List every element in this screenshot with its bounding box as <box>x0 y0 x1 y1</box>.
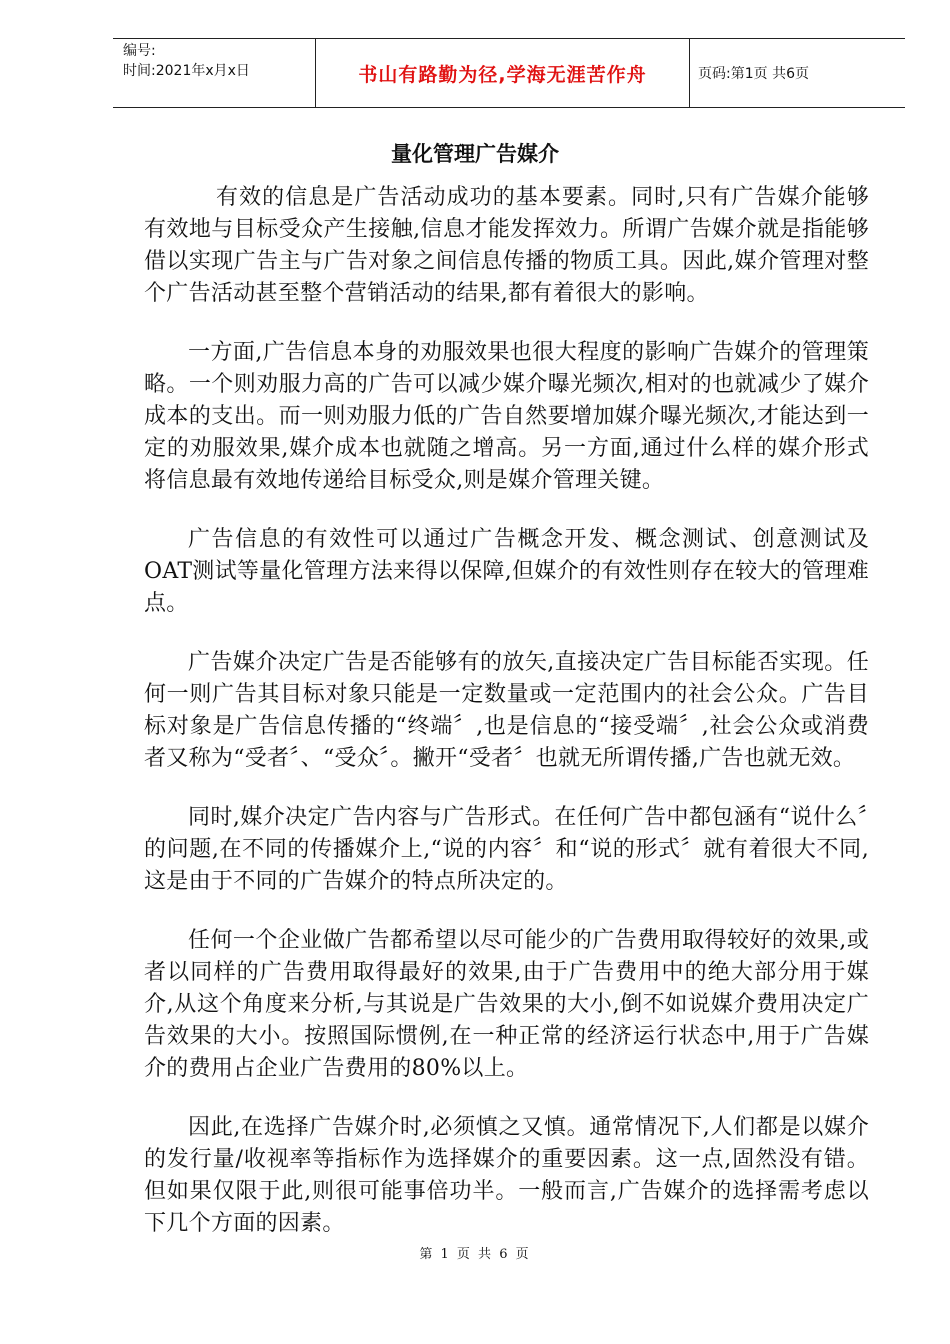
header-page-info: 页码:第1页 共6页 <box>698 66 809 82</box>
body-paragraph: 广告媒介决定广告是否能够有的放矢,直接决定广告目标能否实现。任何一则广告其目标对象只能是一定数量或一定范围内的社会公众。广告目标对象是广告信息传播的“终端〞,也是信息的“接受端〞,社会公众或消费者又称为“受者〞、“受众〞。撇开“受者〞也就无所谓传播,广告也就无效。 <box>144 650 869 771</box>
document-title: 量化管理广告媒介 <box>391 142 559 166</box>
document-header <box>113 38 905 108</box>
document-body <box>144 182 869 1267</box>
body-paragraph: 有效的信息是广告活动成功的基本要素。同时,只有广告媒介能够有效地与目标受众产生接触,信息才能发挥效力。所谓广告媒介就是指能够借以实现广告主与广告对象之间信息传播的物质工具。因此,媒介管理对整个广告活动甚至整个营销活动的结果,都有着很大的影响。 <box>144 185 869 306</box>
page-footer: 第 1 页 共 6 页 <box>419 1247 531 1262</box>
body-paragraph: 任何一个企业做广告都希望以尽可能少的广告费用取得较好的效果,或者以同样的广告费用取得最好的效果,由于广告费用中的绝大部分用于媒介,从这个角度来分析,与其说是广告效果的大小,倒不如说媒介费用决定广告效果的大小。按照国际惯例,在一种正常的经济运行状态中,用于广告媒介的费用占企业广告费用的80%以上。 <box>144 928 869 1081</box>
serial-number-label: 编号: <box>123 43 156 59</box>
body-paragraph: 因此,在选择广告媒介时,必须慎之又慎。通常情况下,人们都是以媒介的发行量/收视率等指标作为选择媒介的重要因素。这一点,固然没有错。但如果仅限于此,则很可能事倍功半。一般而言,广告媒介的选择需考虑以下几个方面的因素。 <box>144 1115 869 1236</box>
body-paragraph: 一方面,广告信息本身的劝服效果也很大程度的影响广告媒介的管理策略。一个则劝服力高的广告可以减少媒介曝光频次,相对的也就减少了媒介成本的支出。而一则劝服力低的广告自然要增加媒介曝光频次,才能达到一定的劝服效果,媒介成本也就随之增高。另一方面,通过什么样的媒介形式将信息最有效地传递给目标受众,则是媒介管理关键。 <box>144 340 869 493</box>
time-label: 时间:2021年x月x日 <box>123 63 250 79</box>
body-paragraph: 广告信息的有效性可以通过广告概念开发、概念测试、创意测试及OAT测试等量化管理方法来得以保障,但媒介的有效性则存在较大的管理难点。 <box>144 527 869 616</box>
header-motto: 书山有路勤为径,学海无涯苦作舟 <box>316 39 690 107</box>
header-meta-cell <box>113 39 316 107</box>
body-paragraph: 同时,媒介决定广告内容与广告形式。在任何广告中都包涵有“说什么〞的问题,在不同的传播媒介上,“说的内容〞和“说的形式〞就有着很大不同,这是由于不同的广告媒介的特点所决定的。 <box>144 805 869 894</box>
